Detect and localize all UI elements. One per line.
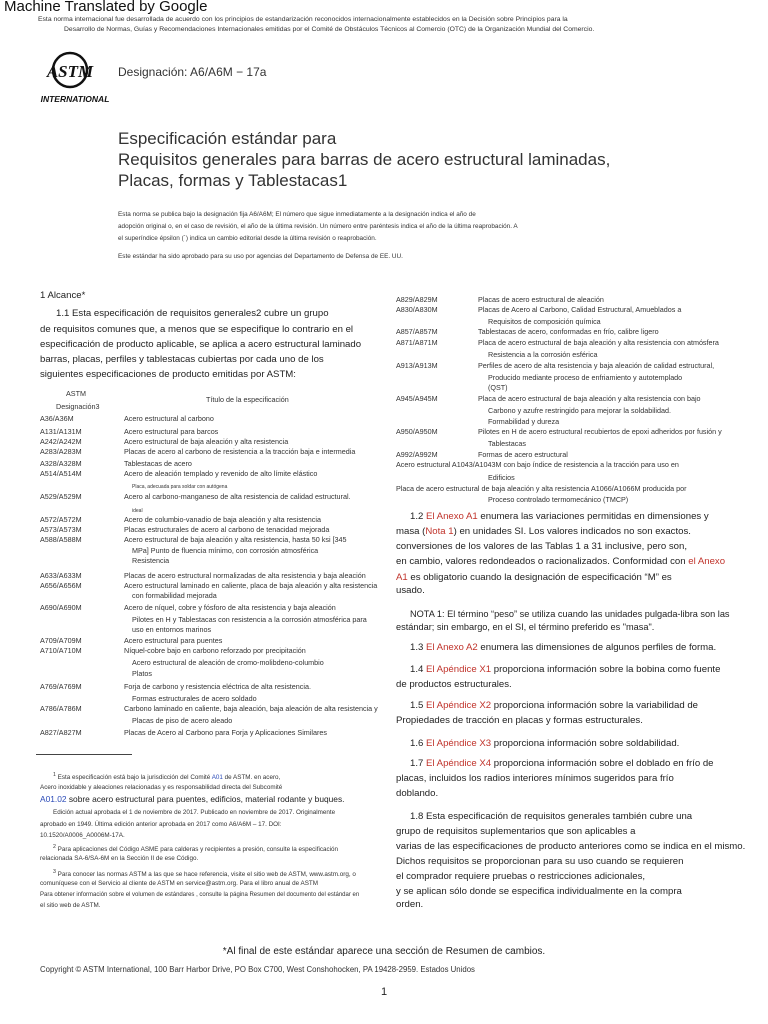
spec-title: Tablestacas de acero, conformadas en frío, calibre ligero (478, 327, 659, 336)
p1-7-line-3: doblando. (396, 788, 439, 799)
spec-code: A871/A871M (396, 338, 438, 347)
appendix-x2-link[interactable]: El Apéndice X2 (426, 700, 492, 711)
spec-title: Resistencia (132, 556, 170, 565)
p1-8-line-1: 1.8 Esta especificación de requisitos generales también cubre una (410, 811, 693, 822)
spec-title: Placa de acero estructural de baja aleación y alta resistencia con bajo (478, 394, 701, 403)
spec-code: A690/A690M (40, 603, 82, 612)
p1-8-line-7: orden. (396, 899, 424, 910)
spec-title: Acero de aleación templado y revenido de alto límite elástico (124, 469, 318, 478)
spec-title: Formabilidad y dureza (488, 417, 560, 426)
scope-heading: 1 Alcance* (40, 290, 86, 301)
spec-code: A857/A857M (396, 327, 438, 336)
spec-title: Producido mediante proceso de enfriamiento y autotemplado (488, 373, 683, 382)
spec-title: Acero estructural de baja aleación y alta resistencia, hasta 50 ksi [345 (124, 535, 347, 544)
spec-code: A769/A769M (40, 682, 82, 691)
footnote-1-line-5: aprobado en 1949. Última edición anterior aprobada en 2017 como A6/A6M – 17. DOI: (40, 821, 282, 828)
spec-title: Placas de piso de acero aleado (132, 716, 233, 725)
footnote-divider (36, 754, 132, 755)
appendix-x4-link[interactable]: El Apéndice X4 (426, 758, 492, 769)
p1-4-line-2: de productos estructurales. (396, 679, 512, 690)
note-1-line-1: NOTA 1: El término “peso” se utiliza cuando las unidades pulgada-libra son las (410, 609, 730, 619)
p1-5-line-1: 1.5 El Apéndice X2 proporciona información sobre la variabilidad de (410, 700, 699, 711)
spec-code: A786/A786M (40, 704, 82, 713)
footnote-3-line-4: el sitio web de ASTM. (40, 902, 101, 909)
designation: Designación: A6/A6M − 17a (118, 65, 267, 79)
annex-a2-link[interactable]: El Anexo A2 (426, 642, 478, 653)
spec-title: Tablestacas de acero (124, 459, 192, 468)
spec-title: Placas de acero estructural de aleación (478, 295, 604, 304)
machine-translated-banner: Machine Translated by Google (4, 0, 208, 15)
spec-title: Placas de acero estructural normalizadas de alta resistencia y baja aleación (124, 571, 366, 580)
spec-title: Tablestacas (488, 439, 526, 448)
spec-extra-line: Placa de acero estructural de baja aleación y alta resistencia A1066/A1066M producida por (396, 484, 687, 493)
spec-title: Acero estructural al carbono (124, 414, 214, 423)
logo-word: ASTM (46, 62, 94, 81)
notice-line-1: Esta norma se publica bajo la designación fija A6/A6M; El número que sigue inmediatamente a la designación indica el año de (118, 211, 476, 218)
watermark-line-2: Desarrollo de Normas, Guías y Recomendaciones Internacionales emitidas por el Comité de Obstáculos Técnicos al Comercio (OTC) de la Organización Mundial del Comercio. (64, 26, 595, 33)
footnote-3-line-1: $^3$ Para conocer las normas ASTM a las que se hace referencia, visite el sitio web de ASTM, www.astm.org, o (53, 869, 356, 879)
table-header-astm: ASTM (66, 389, 86, 398)
spec-title: Níquel-cobre bajo en carbono reforzado por precipitación (124, 646, 306, 655)
spec-code: A913/A913M (396, 361, 438, 370)
p1-1-line-5: siguientes especificaciones de producto emitidas por ASTM: (40, 369, 296, 380)
spec-code: A633/A633M (40, 571, 82, 580)
p1-1-line-4: barras, placas, perfiles y tablestacas cubiertas por cada uno de los (40, 354, 324, 365)
spec-code: A830/A830M (396, 305, 438, 314)
astm-logo (40, 50, 110, 106)
p1-1-line-3: especificación de producto aplicable, se aplica a acero estructural laminado (40, 339, 362, 350)
spec-title: Acero estructural laminado en caliente, placa de baja aleación y alta resistencia (124, 581, 378, 590)
spec-title: Resistencia a la corrosión esférica (488, 350, 598, 359)
spec-title: Forja de carbono y resistencia eléctrica de alta resistencia. (124, 682, 311, 691)
spec-title: Acero de columbio-vanadio de baja aleación y alta resistencia (124, 515, 321, 524)
spec-code: A588/A588M (40, 535, 82, 544)
table-header-title: Título de la especificación (206, 395, 289, 404)
p1-8-line-6: y se aplican sólo donde se especifica individualmente en la compra (396, 886, 682, 897)
summary-note: *Al final de este estándar aparece una sección de Resumen de cambios. (222, 946, 546, 957)
watermark-line-1: Esta norma internacional fue desarrollada de acuerdo con los principios de estandarización reconocidos internacionalmente establecidos en la Decisión sobre Principios para la (38, 16, 568, 23)
spec-title: Acero estructural de baja aleación y alta resistencia (124, 437, 289, 446)
p1-8-line-4: Dichos requisitos se proporcionan para su uso cuando se requieren (396, 856, 684, 867)
spec-title: Requisitos de composición química (488, 317, 601, 326)
spec-code: A283/A283M (40, 447, 82, 456)
spec-title: Acero al carbono-manganeso de alta resistencia de calidad estructural. (124, 492, 351, 501)
title-line-2: Requisitos generales para barras de acero estructural laminadas, (118, 150, 611, 169)
spec-title: Acero de níquel, cobre y fósforo de alta resistencia y baja aleación (124, 603, 336, 612)
note-1-link[interactable]: Nota 1 (425, 526, 454, 537)
spec-code: A529/A529M (40, 492, 82, 501)
p1-2-line-2: masa (Nota 1) en unidades SI. Los valores indicados no son exactos. (396, 526, 691, 537)
spec-title: Placas de acero al carbono de resistencia a la tracción baja e intermedia (124, 447, 356, 456)
spec-code: A710/A710M (40, 646, 82, 655)
spec-code: A328/A328M (40, 459, 82, 468)
p1-2-line-6: usado. (396, 585, 425, 596)
p1-2-line-1: 1.2 El Anexo A1 enumera las variaciones permitidas en dimensiones y (410, 511, 709, 522)
appendix-x3-link[interactable]: El Apéndice X3 (426, 738, 492, 749)
spec-title: Placas de Acero al Carbono, Calidad Estructural, Amueblados a (478, 305, 682, 314)
spec-code: A829/A829M (396, 295, 438, 304)
notice-line-3: el superíndice épsilon (´) indica un cambio editorial desde la última revisión o reaprobación. (118, 235, 377, 242)
annex-a1-link-2[interactable]: A1 (396, 572, 408, 583)
footnote-1-line-1: $^1$ Esta especificación está bajo la jurisdicción del Comité A01 de ASTM. en acero, (53, 772, 281, 782)
p1-1-line-1: 1.1 Esta especificación de requisitos generales2 cubre un grupo (56, 308, 329, 319)
spec-title: Acero estructural para barcos (124, 427, 219, 436)
spec-extra-line: Acero estructural A1043/A1043M con bajo índice de resistencia a la tracción para uso en (396, 460, 679, 469)
spec-title: Platos (132, 669, 152, 678)
note-1-line-2: estándar; sin embargo, en el SI, el término preferido es "masa". (396, 622, 655, 632)
spec-title: (QST) (488, 383, 508, 392)
spec-title: ideal (132, 508, 143, 514)
committee-link[interactable]: A01 (211, 774, 223, 782)
spec-code: A992/A992M (396, 450, 438, 459)
footnote-1-line-6: 10.1520/A0006_A0006M-17A. (40, 832, 125, 839)
copyright: Copyright © ASTM International, 100 Barr Harbor Drive, PO Box C700, West Conshohocken, PA 19428-2959. Estados Unidos (40, 965, 475, 974)
p1-6: 1.6 El Apéndice X3 proporciona información sobre soldabilidad. (410, 738, 680, 749)
spec-title: Formas estructurales de acero soldado (132, 694, 257, 703)
spec-code: A514/A514M (40, 469, 82, 478)
spec-title: Placas de Acero al Carbono para Forja y Aplicaciones Similares (124, 728, 327, 737)
spec-extra-line: Edificios (488, 473, 515, 482)
p1-2-line-5: A1 es obligatorio cuando la designación de especificación “M” es (396, 572, 672, 583)
spec-title: uso en entornos marinos (132, 625, 212, 634)
spec-extra-line: Proceso controlado termomecánico (TMCP) (488, 495, 629, 504)
spec-code: A36/A36M (40, 414, 74, 423)
footnote-1-line-2: Acero inoxidable y aleaciones relacionadas y es responsabilidad directa del Subcomité (40, 784, 283, 791)
annex-link[interactable]: el Anexo (688, 556, 726, 567)
spec-title: MPa] Punto de fluencia mínimo, con corrosión atmosférica (132, 546, 319, 555)
p1-7-line-2: placas, incluidos los radios interiores mínimos sugeridos para frío (396, 773, 674, 784)
page-number: 1 (380, 986, 388, 998)
footnote-3-line-2: comuníquese con el Servicio al cliente de ASTM en service@astm.org. Para el libro anual de ASTM (40, 880, 318, 887)
spec-title: Carbono laminado en caliente, baja aleación, baja aleación de alta resistencia y (124, 704, 378, 713)
spec-title: con formabilidad mejorada (132, 591, 217, 600)
p1-8-line-3: varias de las especificaciones de producto anteriores como se indica en el mismo. (396, 841, 746, 852)
footnote-1-line-3: A01.02 sobre acero estructural para puentes, edificios, material rodante y buques. (40, 794, 345, 804)
spec-title: Placa, adecuada para soldar con autógena (132, 484, 228, 490)
spec-code: A131/A131M (40, 427, 82, 436)
spec-code: A709/A709M (40, 636, 82, 645)
table-header-designation: Designación3 (56, 402, 100, 411)
spec-title: Acero estructural de aleación de cromo-molibdeno-columbio (132, 658, 324, 667)
title-line-3: Placas, formas y Tablestacas1 (118, 171, 348, 190)
annex-a1-link[interactable]: El Anexo A1 (426, 511, 478, 522)
footnote-3-line-3: Para obtener información sobre el volumen de estándares , consulte la página Resumen del documento del estándar en (40, 892, 360, 898)
subcommittee-link[interactable]: A01.02 (40, 794, 67, 804)
p1-5-line-2: Propiedades de tracción en placas y formas estructurales. (396, 715, 643, 726)
dod-note: Este estándar ha sido aprobado para su uso por agencias del Departamento de Defensa de EE. UU. (118, 253, 403, 260)
spec-code: A945/A945M (396, 394, 438, 403)
title-line-1: Especificación estándar para (118, 129, 337, 148)
p1-2-line-3: conversiones de los valores de las Tablas 1 a 31 inclusive, pero son, (396, 541, 688, 552)
spec-title: Pilotes en H y Tablestacas con resistencia a la corrosión atmosférica para (132, 615, 367, 624)
spec-code: A656/A656M (40, 581, 82, 590)
notice-line-2: adopción original o, en el caso de revisión, el año de la última revisión. Un número entre paréntesis indica el año de la última reaprobación. A (118, 223, 518, 230)
appendix-x1-link[interactable]: El Apéndice X1 (426, 664, 492, 675)
p1-8-line-5: el comprador requiere pruebas o restricciones adicionales, (396, 871, 646, 882)
spec-title: Placas estructurales de acero al carbono de tenacidad mejorada (124, 525, 330, 534)
p1-1-line-2: de requisitos comunes que, a menos que se especifique lo contrario en el (40, 324, 354, 335)
spec-code: A827/A827M (40, 728, 82, 737)
spec-code: A573/A573M (40, 525, 82, 534)
p1-4-line-1: 1.4 El Apéndice X1 proporciona información sobre la bobina como fuente (410, 664, 721, 675)
p1-8-line-2: grupo de requisitos suplementarios que son aplicables a (396, 826, 636, 837)
p1-7-line-1: 1.7 El Apéndice X4 proporciona información sobre el doblado en frío de (410, 758, 714, 769)
spec-title: Pilotes en H de acero estructural recubiertos de epoxi adheridos por fusión y (478, 427, 722, 436)
spec-code: A950/A950M (396, 427, 438, 436)
p1-3: 1.3 El Anexo A2 enumera las dimensiones de algunos perfiles de forma. (410, 642, 717, 653)
spec-title: Placa de acero estructural de baja aleación y alta resistencia con atmósfera (478, 338, 719, 347)
logo-name: INTERNATIONAL (40, 94, 110, 104)
p1-2-line-4: en cambio, valores redondeados o racionalizados. Conformidad con el Anexo (396, 556, 726, 567)
footnote-2-line-1: $^2$ Para aplicaciones del Código ASME para calderas y recipientes a presión, consulte la especificación (53, 844, 339, 854)
spec-title: Carbono y azufre restringido para mejorar la soldabilidad. (488, 406, 671, 415)
spec-code: A242/A242M (40, 437, 82, 446)
spec-title: Formas de acero estructural (478, 450, 568, 459)
spec-title: Acero estructural para puentes (124, 636, 223, 645)
footnote-1-line-4: Edición actual aprobada el 1 de noviembre de 2017. Publicado en noviembre de 2017. Originalmente (53, 809, 336, 816)
spec-title: Perfiles de acero de alta resistencia y baja aleación de calidad estructural, (478, 361, 715, 370)
spec-code: A572/A572M (40, 515, 82, 524)
footnote-2-line-2: relacionada SA-6/SA-6M en la Sección II de ese Código. (40, 855, 199, 862)
